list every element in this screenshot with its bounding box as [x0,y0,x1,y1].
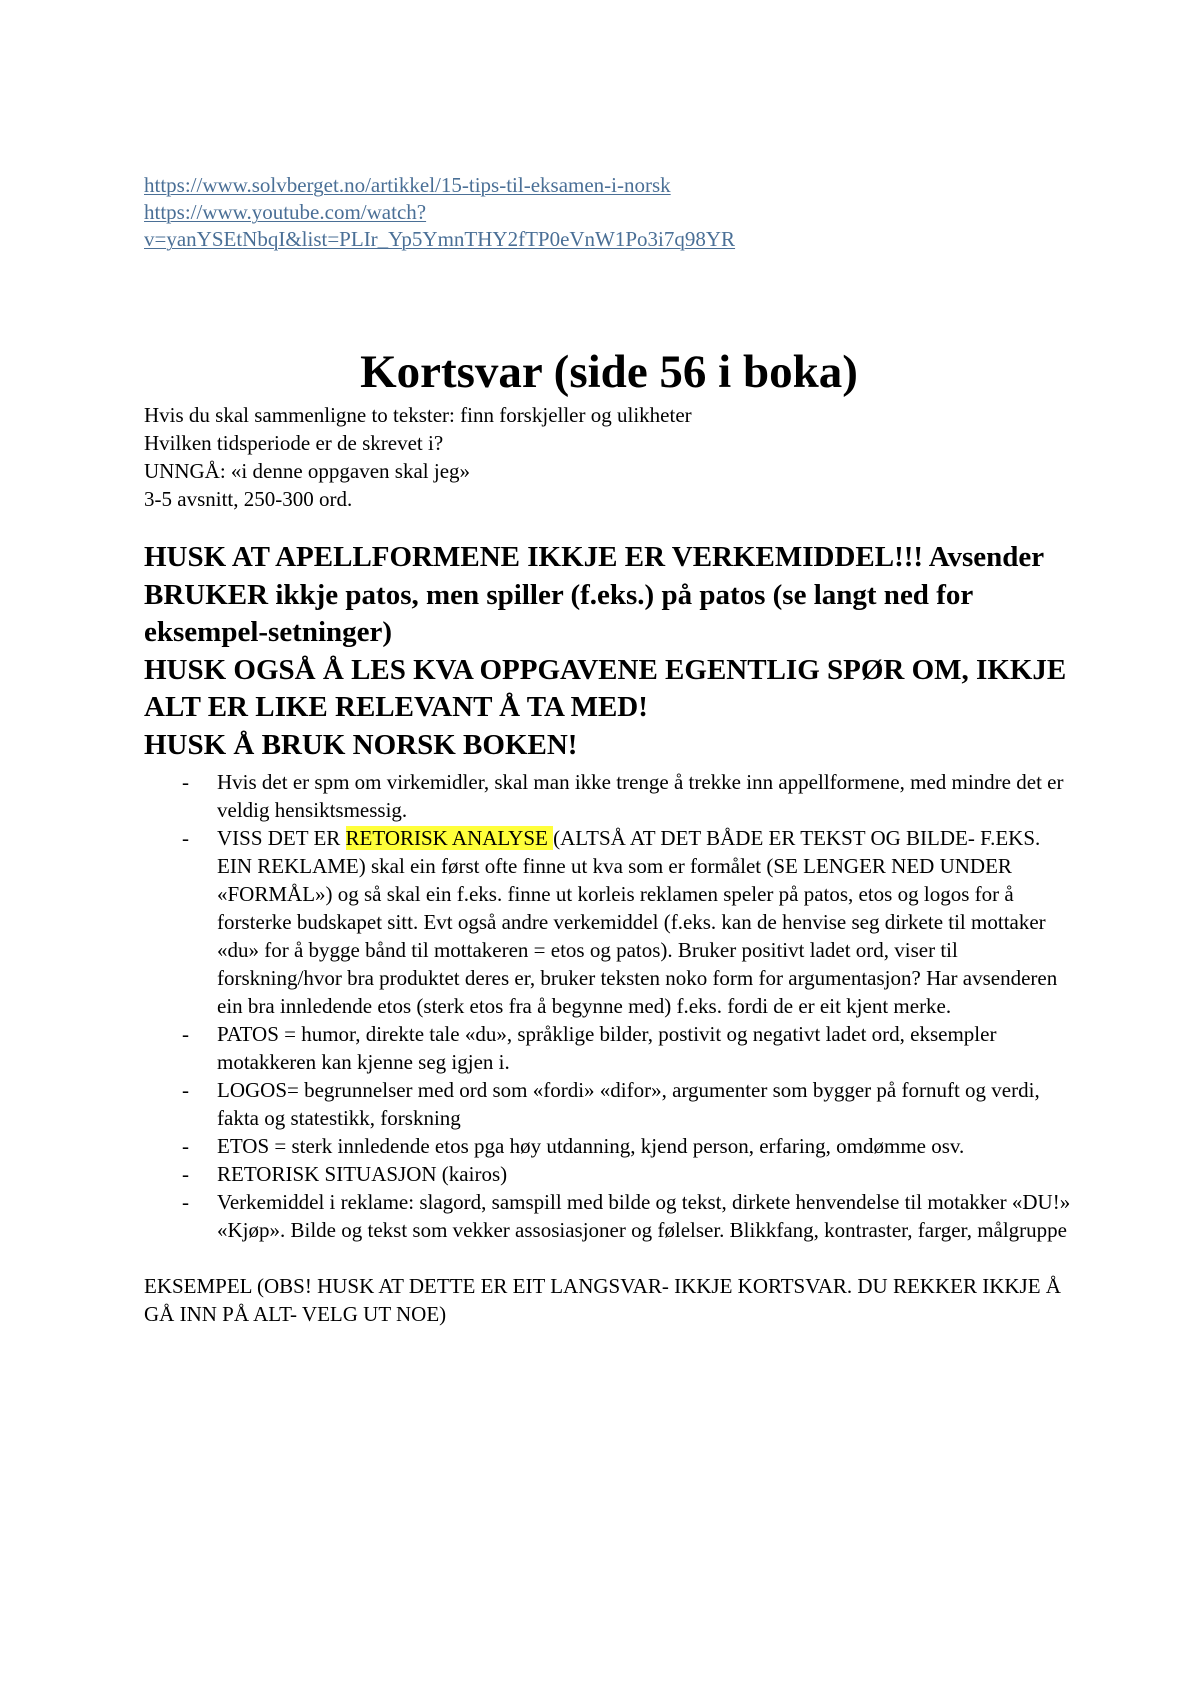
bullet-text: LOGOS= begrunnelser med ord som «fordi» «difor», argumenter som bygger på fornuft og verdi, fakta og statestikk, forskning [217,1078,1040,1130]
link-list [144,172,1074,253]
youtube-link-line-2: v=yanYSEtNbqI&list=PLIr_Yp5YmnTHY2fTP0eVnW1Po3i7q98YR [144,227,736,251]
reminder-read-task: HUSK OGSÅ Å LES KVA OPPGAVENE EGENTLIG SPØR OM, IKKJE ALT ER LIKE RELEVANT Å TA MED! [144,653,1067,723]
intro-lines [144,401,1074,513]
list-item [144,1188,1074,1244]
document-content [144,172,1074,1328]
bullet-dash: - [182,1162,189,1186]
reminder-norwegian-book: HUSK Å BRUK NORSK BOKEN! [144,728,578,761]
bullet-text: PATOS = humor, direkte tale «du», språklige bilder, postivit og negativt ladet ord, eksempler motakkeren kan kjenne seg igjen i. [217,1022,997,1074]
youtube-link[interactable] [144,199,1074,253]
bold-reminders [144,539,1074,764]
intro-line-4: 3-5 avsnitt, 250-300 ord. [144,487,353,511]
bullet-text [217,826,1057,1018]
reminder-apellformer: HUSK AT APELLFORMENE IKKJE ER VERKEMIDDEL!!! Avsender BRUKER ikkje patos, men spiller (f.eks.) på patos (se langt ned for eksempel-setninger) [144,541,1044,648]
list-item [144,1132,1074,1160]
bullet-text: Hvis det er spm om virkemidler, skal man ikke trenge å trekke inn appellformene, med mindre det er veldig hensiktsmessig. [217,770,1064,822]
bullet-text-start: VISS DET ER [217,826,346,850]
solvberget-link[interactable] [144,172,1074,199]
list-item [144,1076,1074,1132]
page-title: Kortsvar (side 56 i boka) [360,346,858,398]
highlighted-text: RETORISK ANALYSE [345,826,554,850]
bullet-list [144,768,1074,1244]
list-item [144,1160,1074,1188]
bullet-dash: - [182,1190,189,1214]
bullet-dash: - [182,1078,189,1102]
bullet-dash: - [182,1134,189,1158]
list-item [144,824,1074,1020]
list-item [144,1020,1074,1076]
bullet-text: RETORISK SITUASJON (kairos) [217,1162,508,1186]
intro-line-2: Hvilken tidsperiode er de skrevet i? [144,431,444,455]
solvberget-link-text: https://www.solvberget.no/artikkel/15-tips-til-eksamen-i-norsk [144,173,671,197]
bullet-dash: - [182,826,189,850]
example-note: EKSEMPEL (OBS! HUSK AT DETTE ER EIT LANGSVAR- IKKJE KORTSVAR. DU REKKER IKKJE Å GÅ INN PÅ ALT- VELG UT NOE) [144,1274,1061,1326]
intro-line-1: Hvis du skal sammenligne to tekster: finn forskjeller og ulikheter [144,403,692,427]
bullet-text: Verkemiddel i reklame: slagord, samspill med bilde og tekst, dirkete henvendelse til motakker «DU!» «Kjøp». Bilde og tekst som vekker assosiasjoner og følelser. Blikkfang, kontraster, farger, målgruppe [217,1190,1071,1242]
list-item [144,768,1074,824]
bullet-dash: - [182,770,189,794]
bullet-dash: - [182,1022,189,1046]
youtube-link-line-1: https://www.youtube.com/watch? [144,200,427,224]
intro-line-3: UNNGÅ: «i denne oppgaven skal jeg» [144,459,471,483]
bullet-text-rest: (ALTSÅ AT DET BÅDE ER TEKST OG BILDE- F.EKS. EIN REKLAME) skal ein først ofte finne ut kva som er formålet (SE LENGER NED UNDER «FORMÅL») og så skal ein f.eks. finne ut korleis reklamen speler på patos, etos og logos for å forsterke budskapet sitt. Evt også andre verkemiddel (f.eks. kan de henvise seg dirkete til mottaker «du» for å bygge bånd til mottakeren = etos og patos). Bruker positivt ladet ord, viser til forskning/hvor bra produktet deres er, bruker teksten noko form for argumentasjon? Har avsenderen ein bra innledende etos (sterk etos fra å begynne med) f.eks. fordi de er eit kjent merke. [217,826,1058,1018]
bullet-text: ETOS = sterk innledende etos pga høy utdanning, kjend person, erfaring, omdømme osv. [217,1134,965,1158]
